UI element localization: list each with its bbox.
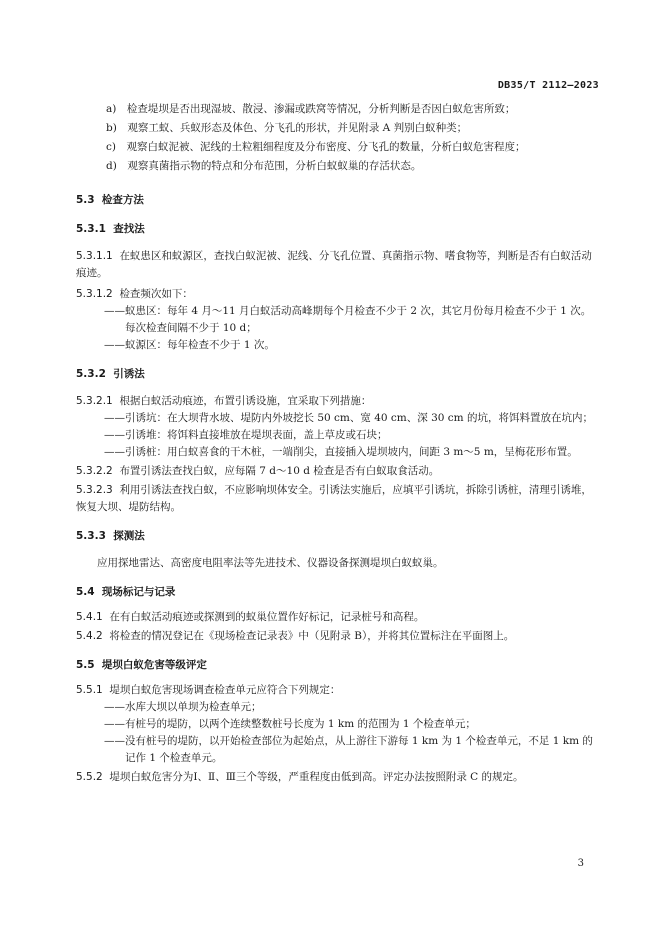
clause-5-3-2-1	[76, 393, 600, 410]
clause-text: 在有白蚁活动痕迹或探测到的蚁巢位置作好标记，记录桩号和高程。	[109, 611, 425, 623]
dash-item: ——有桩号的堤防，以两个连续整数桩号长度为 1 km 的范围为 1 个检查单元；	[104, 718, 476, 730]
section-title: 检查方法	[101, 194, 144, 206]
clause-text: 堤坝白蚁危害现场调查检查单元应符合下列规定：	[109, 684, 341, 696]
dash-item: ——引诱坑：在大坝背水坡、堤防内外坡挖长 50 cm、宽 40 cm、深 30 cm 的坑，将饵料置放在坑内；	[104, 412, 593, 424]
dash-item: ——没有桩号的堤防，以开始检查部位为起始点，从上游往下游每 1 km 为 1 个检查单元，不足 1 km 的记作 1 个检查单元。	[104, 735, 593, 764]
section-title: 堤坝白蚁危害等级评定	[101, 659, 207, 671]
clause-5-4-2	[76, 628, 600, 645]
dash-item: ——水库大坝以单坝为检查单元；	[104, 701, 262, 713]
list-item-c: c) 观察白蚁泥被、泥线的土粒粗细程度及分布密度、分飞孔的数量，分析白蚁危害程度；	[106, 141, 526, 153]
clause-text: 根据白蚁活动痕迹，布置引诱设施，宜采取下列措施：	[119, 395, 372, 407]
clause-number: 5.5.2	[76, 771, 103, 783]
clause-text: 布置引诱法查找白蚁，应每隔 7 d～10 d 检查是否有白蚁取食活动。	[119, 465, 440, 477]
list-item-d: d) 观察真菌指示物的特点和分布范围，分析白蚁蚁巢的存活状态。	[106, 160, 422, 172]
section-number: 5.3.3	[76, 530, 106, 542]
clause-text: 将检查的情况登记在《现场检查记录表》中（见附录 B），并将其位置标注在平面图上。	[109, 630, 515, 642]
clause-number: 5.5.1	[76, 684, 103, 696]
section-number: 5.3.2	[76, 368, 106, 380]
clause-number: 5.3.2.1	[76, 395, 113, 407]
clause-number: 5.3.2.2	[76, 465, 113, 477]
clause-5-5-2	[76, 769, 600, 786]
clause-text: 检查频次如下：	[119, 288, 193, 300]
dash-item: ——蚁源区：每年检查不少于 1 次。	[104, 339, 275, 351]
clause-number: 5.3.1.2	[76, 288, 113, 300]
section-title: 引诱法	[113, 368, 145, 380]
section-number: 5.4	[76, 586, 95, 598]
section-number: 5.3	[76, 194, 95, 206]
dash-item: ——引诱桩：用白蚁喜食的干木桩，一端削尖，直接插入堤坝坡内，间距 3 m～5 m，呈梅花形布置。	[104, 446, 578, 458]
clause-number: 5.4.1	[76, 611, 103, 623]
section-title: 现场标记与记录	[101, 586, 176, 598]
clause-number: 5.3.2.3	[76, 484, 113, 496]
section-heading-5-3	[76, 190, 600, 211]
section-number: 5.3.1	[76, 223, 106, 235]
document-body	[76, 100, 600, 786]
clause-number: 5.4.2	[76, 630, 103, 642]
clause-text: 利用引诱法查找白蚁，不应影响坝体安全。引诱法实施后，应填平引诱坑，拆除引诱桩，清理引诱堆，恢复大坝、堤防结构。	[76, 484, 592, 513]
clause-5-3-1-1	[76, 248, 600, 282]
clause-5-5-1	[76, 682, 600, 699]
clause-text: 在蚁患区和蚁源区，查找白蚁泥被、泥线、分飞孔位置、真菌指示物、嗜食物等，判断是否有白蚁活动痕迹。	[76, 250, 592, 279]
clause-5-3-2-3	[76, 482, 600, 516]
clause-text: 堤坝白蚁危害分为Ⅰ、Ⅱ、Ⅲ三个等级，严重程度由低到高。评定办法按照附录 C 的规定。	[109, 771, 524, 783]
clause-5-4-1	[76, 609, 600, 626]
section-heading-5-5	[76, 655, 600, 676]
clause-5-3-2-2	[76, 463, 600, 480]
dash-item: ——引诱堆：将饵料直接堆放在堤坝表面，盖上草皮或石块；	[104, 429, 388, 441]
section-heading-5-4	[76, 582, 600, 603]
paragraph-5-3-3: 应用探地雷达、高密度电阻率法等先进技术、仪器设备探测堤坝白蚁蚁巢。	[97, 557, 444, 569]
section-title: 探测法	[113, 530, 145, 542]
page-number: 3	[577, 858, 584, 869]
document-code: DB35/T 2112—2023	[497, 80, 599, 91]
section-heading-5-3-1	[76, 219, 600, 240]
clause-number: 5.3.1.1	[76, 250, 113, 262]
section-number: 5.5	[76, 659, 95, 671]
clause-5-3-1-2	[76, 286, 600, 303]
section-heading-5-3-3	[76, 526, 600, 547]
list-item-a: a) 检查堤坝是否出现湿坡、散浸、渗漏或跌窝等情况，分析判断是否因白蚁危害所致；	[106, 103, 516, 115]
list-item-b: b) 观察工蚁、兵蚁形态及体色、分飞孔的形状，并见附录 A 判别白蚁种类；	[106, 122, 468, 134]
dash-item: ——蚁患区：每年 4 月～11 月白蚁活动高峰期每个月检查不少于 2 次，其它月份每月检查不少于 1 次。每次检查间隔不少于 10 d；	[104, 305, 592, 334]
section-title: 查找法	[113, 223, 145, 235]
section-heading-5-3-2	[76, 364, 600, 385]
